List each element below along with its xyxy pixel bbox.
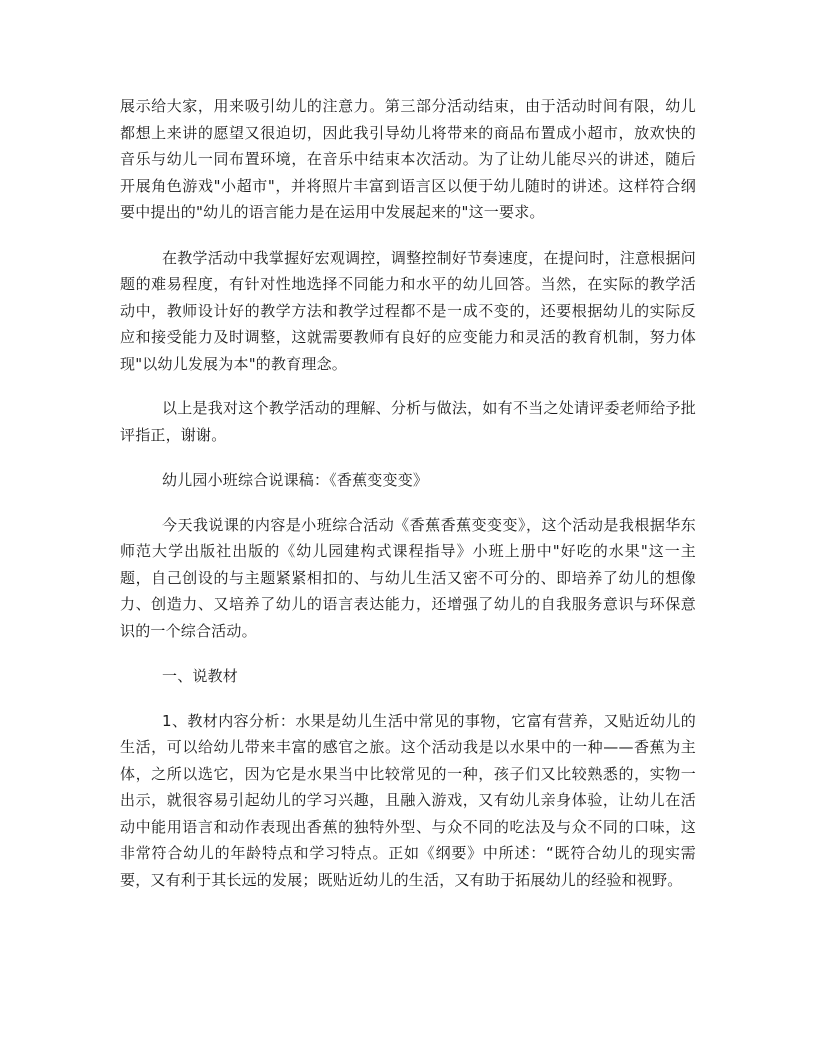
paragraph-introduction: 今天我说课的内容是小班综合活动《香蕉香蕉变变变》，这个活动是我根据华东师范大学出版社出版的《幼儿园建构式课程指导》小班上册中"好吃的水果"这一主题，自己创设的与主题紧紧相扣的、与幼儿生活又密不可分的、即培养了幼儿的想像力、创造力、又培养了幼儿的语言表达能力，还增强了幼儿的自我服务意识与环保意识的一个综合活动。 bbox=[120, 515, 696, 640]
section-title: 幼儿园小班综合说课稿：《香蕉变变变》 bbox=[162, 471, 429, 489]
section-heading-teaching-material: 一、说教材 bbox=[162, 667, 239, 685]
paragraph-continuation: 展示给大家，用来吸引幼儿的注意力。第三部分活动结束，由于活动时间有限，幼儿都想上来讲的愿望又很迫切，因此我引导幼儿将带来的商品布置成小超市，放欢快的音乐与幼儿一同布置环境，在音乐中结束本次活动。为了让幼儿能尽兴的讲述，随后开展角色游戏"小超市"，并将照片丰富到语言区以便于幼儿随时的讲述。这样符合纲要中提出的"幼儿的语言能力是在运用中发展起来的"这一要求。 bbox=[120, 97, 696, 221]
paragraph-material-analysis: 1、教材内容分析：水果是幼儿生活中常见的事物，它富有营养，又贴近幼儿的生活，可以给幼儿带来丰富的感官之旅。这个活动我是以水果中的一种——香蕉为主体，之所以选它，因为它是水果当中比较常见的一种，孩子们又比较熟悉的，实物一出示，就很容易引起幼儿的学习兴趣，且融入游戏，又有幼儿亲身体验，让幼儿在活动中能用语言和动作表现出香蕉的独特外型、与众不同的吃法及与众不同的口味，这非常符合幼儿的年龄特点和学习特点。正如《纲要》中所述：“既符合幼儿的现实需要，又有利于其长远的发展；既贴近幼儿的生活，又有助于拓展幼儿的经验和视野。 bbox=[120, 711, 696, 889]
paragraph-closing: 以上是我对这个教学活动的理解、分析与做法，如有不当之处请评委老师给予批评指正，谢谢。 bbox=[120, 399, 696, 444]
paragraph-teaching-control: 在教学活动中我掌握好宏观调控，调整控制好节奏速度，在提问时，注意根据问题的难易程度，有针对性地选择不同能力和水平的幼儿回答。当然，在实际的教学活动中，教师设计好的教学方法和教学过程都不是一成不变的，还要根据幼儿的实际反应和接受能力及时调整，这就需要教师有良好的应变能力和灵活的教育机制，努力体现"以幼儿发展为本"的教育理念。 bbox=[120, 248, 696, 373]
